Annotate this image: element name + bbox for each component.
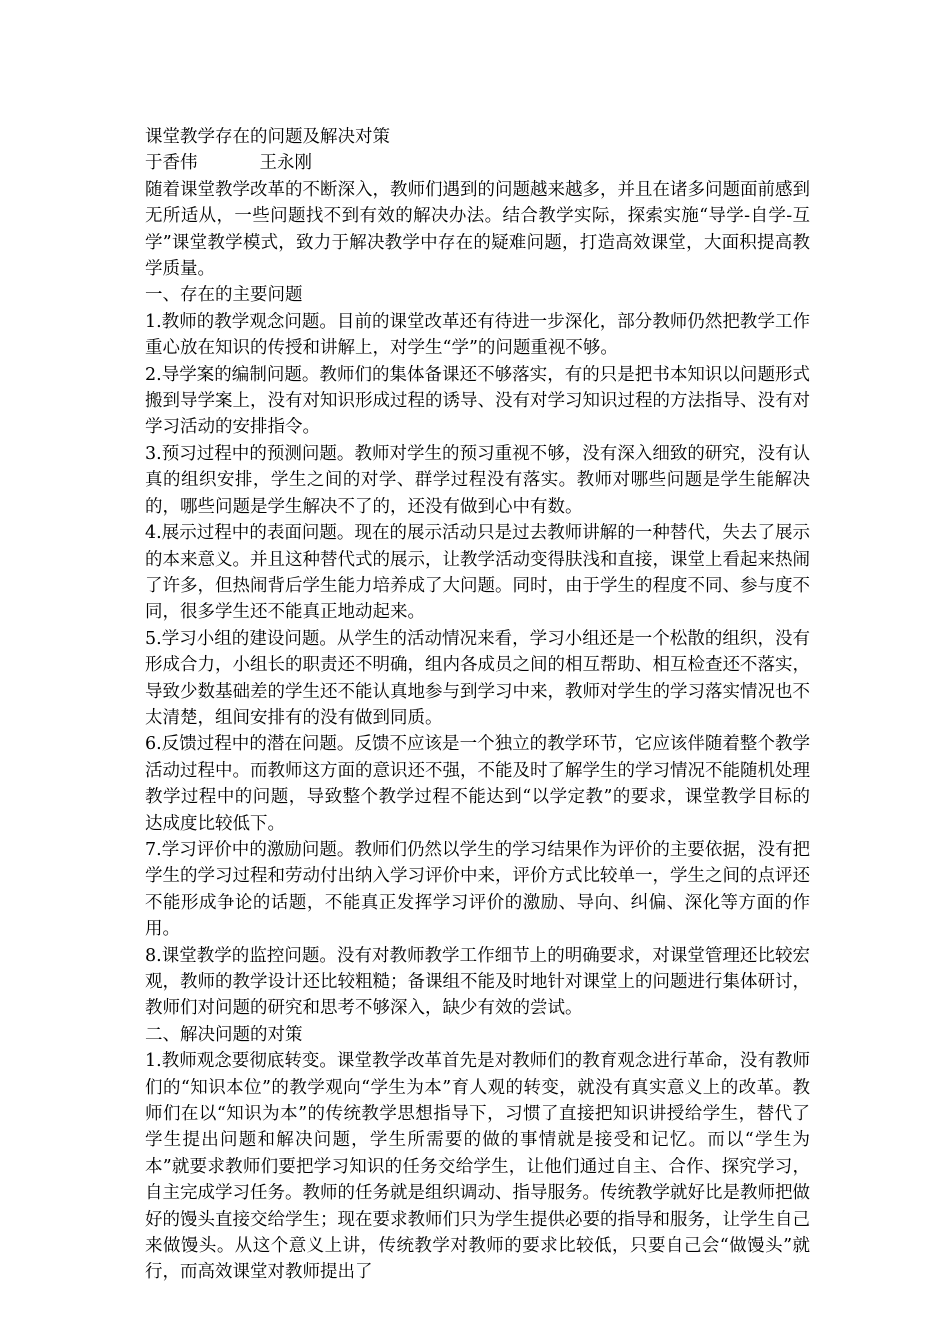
problem-paragraph: 6.反馈过程中的潜在问题。反馈不应该是一个独立的教学环节，它应该伴随着整个教学活动过程中。而教师这方面的意识还不强，不能及时了解学生的学习情况不能随机处理教学过程中的问题，导致整个教学过程不能达到“以学定教”的要求，课堂教学目标的达成度比较低下。 [145,734,810,834]
problem-paragraph: 8.课堂教学的监控问题。没有对教师教学工作细节上的明确要求，对课堂管理还比较宏观，教师的教学设计还比较粗糙；备课组不能及时地针对课堂上的问题进行集体研讨，教师们对问题的研究和思考不够深入，缺少有效的尝试。 [145,945,810,1019]
intro-paragraph: 随着课堂教学改革的不断深入，教师们遇到的问题越来越多，并且在诸多问题面前感到无所适从，一些问题找不到有效的解决办法。结合教学实际，探索实施“导学-自学-互学”课堂教学模式，致力于解决教学中存在的疑难问题，打造高效课堂，大面积提高教学质量。 [145,179,810,280]
section-heading: 一、存在的主要问题 [145,285,303,306]
problem-paragraph: 3.预习过程中的预测问题。教师对学生的预习重视不够，没有深入细致的研究，没有认真的组织安排，学生之间的对学、群学过程没有落实。教师对哪些问题是学生能解决的，哪些问题是学生解决不了的，还没有做到心中有数。 [145,443,810,517]
problem-paragraph: 7.学习评价中的激励问题。教师们仍然以学生的学习结果作为评价的主要依据，没有把学生的学习过程和劳动付出纳入学习评价中来，评价方式比较单一，学生之间的点评还不能形成争论的话题，不能真正发挥学习评价的激励、导向、纠偏、深化等方面的作用。 [145,839,810,940]
document-title: 课堂教学存在的问题及解决对策 [145,127,390,147]
section-heading: 二、解决问题的对策 [145,1024,303,1045]
author-name: 于香伟 [145,153,198,174]
solution-paragraph: 1.教师观念要彻底转变。课堂教学改革首先是对教师们的教育观念进行革命，没有教师们的“知识本位”的教学观向“学生为本”育人观的转变，就没有真实意义上的改革。教师们在以“知识为本”的传统教学思想指导下，习惯了直接把知识讲授给学生，替代了学生提出问题和解决问题，学生所需要的做的事情就是接受和记忆。而以“学生为本”就要求教师们要把学习知识的任务交给学生，让他们通过自主、合作、探究学习，自主完成学习任务。教师的任务就是组织调动、指导服务。传统教学就好比是教师把做好的馒头直接交给学生；现在要求教师们只为学生提供必要的指导和服务，让学生自己来做馒头。从这个意义上讲，传统教学对教师的要求比较低，只要自己会“做馒头”就行，而高效课堂对教师提出了 [145,1051,810,1283]
document-page [145,124,810,1286]
problem-paragraph: 2.导学案的编制问题。教师们的集体备课还不够落实，有的只是把书本知识以问题形式搬到导学案上，没有对知识形成过程的诱导、没有对学习知识过程的方法指导、没有对学习活动的安排指令。 [145,364,810,438]
problem-paragraph: 5.学习小组的建设问题。从学生的活动情况来看，学习小组还是一个松散的组织，没有形成合力，小组长的职责还不明确，组内各成员之间的相互帮助、相互检查还不落实，导致少数基础差的学生还不能认真地参与到学习中来，教师对学生的学习落实情况也不太清楚，组间安排有的没有做到同质。 [145,628,810,728]
problem-paragraph: 1.教师的教学观念问题。目前的课堂改革还有待进一步深化，部分教师仍然把教学工作重心放在知识的传授和讲解上，对学生“学”的问题重视不够。 [145,311,810,359]
problem-paragraph: 4.展示过程中的表面问题。现在的展示活动只是过去教师讲解的一种替代，失去了展示的本来意义。并且这种替代式的展示，让教学活动变得肤浅和直接，课堂上看起来热闹了许多，但热闹背后学生能力培养成了大问题。同时，由于学生的程度不同、参与度不同，很多学生还不能真正地动起来。 [145,523,810,623]
author-name: 王永刚 [259,153,312,174]
author-line [145,150,810,176]
